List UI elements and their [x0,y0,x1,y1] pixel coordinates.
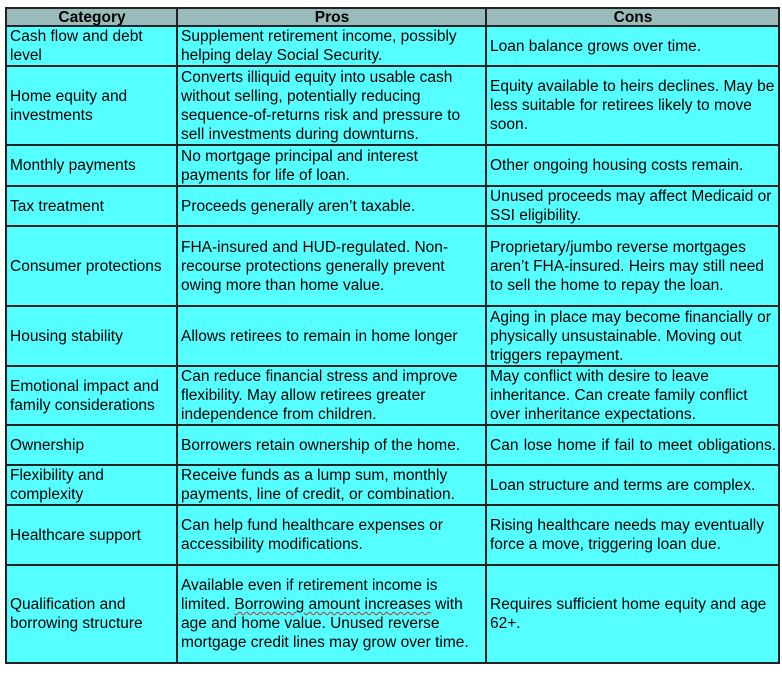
table-row [6,145,779,186]
category-cell: Tax treatment [6,186,177,226]
cons-header: Cons [486,8,779,26]
pros-cell: Borrowers retain ownership of the home. [177,425,486,465]
table-row [6,366,779,425]
category-cell: Cash flow and debt level [6,26,177,66]
category-cell: Ownership [6,425,177,465]
table-row [6,425,779,465]
category-cell: Consumer protections [6,226,177,306]
cons-cell: Proprietary/jumbo reverse mortgages aren’t FHA-insured. Heirs may still need to sell the home to repay the loan. [486,226,779,306]
category-header: Category [6,8,177,26]
table-row [6,26,779,66]
pros-cell: Supplement retirement income, possibly helping delay Social Security. [177,26,486,66]
pros-cell [177,565,486,663]
pros-cell: Can help fund healthcare expenses or accessibility modifications. [177,505,486,565]
category-cell: Healthcare support [6,505,177,565]
table-row [6,465,779,505]
pros-cell: FHA-insured and HUD-regulated. Non-recourse protections generally prevent owing more than home value. [177,226,486,306]
pros-cell: Receive funds as a lump sum, monthly payments, line of credit, or combination. [177,465,486,505]
pros-cons-table [5,7,780,664]
pros-text-part: with age and home value. Unused reverse mortgage credit lines may grow over time. [181,596,469,651]
table-row [6,306,779,366]
pros-cell: Can reduce financial stress and improve flexibility. May allow retirees greater independence from children. [177,366,486,425]
category-cell: Housing stability [6,306,177,366]
pros-cell: Allows retirees to remain in home longer [177,306,486,366]
pros-cons-table-container [5,7,780,664]
cons-cell: Other ongoing housing costs remain. [486,145,779,186]
table-row [6,565,779,663]
category-cell: Flexibility and complexity [6,465,177,505]
table-row [6,505,779,565]
table-row [6,186,779,226]
pros-cell: Proceeds generally aren’t taxable. [177,186,486,226]
cons-cell: Rising healthcare needs may eventually force a move, triggering loan due. [486,505,779,565]
pros-header: Pros [177,8,486,26]
pros-text-part: Available even if retirement income is limited. [181,577,438,613]
cons-cell: Unused proceeds may affect Medicaid or SSI eligibility. [486,186,779,226]
category-cell: Monthly payments [6,145,177,186]
table-row [6,226,779,306]
table-row [6,66,779,145]
cons-cell: Loan balance grows over time. [486,26,779,66]
cons-cell: Can lose home if fail to meet obligations. [486,425,779,465]
category-cell: Home equity and investments [6,66,177,145]
category-cell: Emotional impact and family considerations [6,366,177,425]
cons-cell: May conflict with desire to leave inheritance. Can create family conflict over inheritance expectations. [486,366,779,425]
category-cell: Qualification and borrowing structure [6,565,177,663]
pros-cell: Converts illiquid equity into usable cash without selling, potentially reducing sequence-of-returns risk and pressure to sell investments during downturns. [177,66,486,145]
header-row [6,8,779,26]
cons-cell: Requires sufficient home equity and age 62+. [486,565,779,663]
cons-cell: Equity available to heirs declines. May be less suitable for retirees likely to move soon. [486,66,779,145]
cons-cell: Loan structure and terms are complex. [486,465,779,505]
spellcheck-underlined-text: Borrowing amount increases [234,596,431,613]
pros-cell: No mortgage principal and interest payments for life of loan. [177,145,486,186]
cons-cell: Aging in place may become financially or physically unsustainable. Moving out triggers repayment. [486,306,779,366]
